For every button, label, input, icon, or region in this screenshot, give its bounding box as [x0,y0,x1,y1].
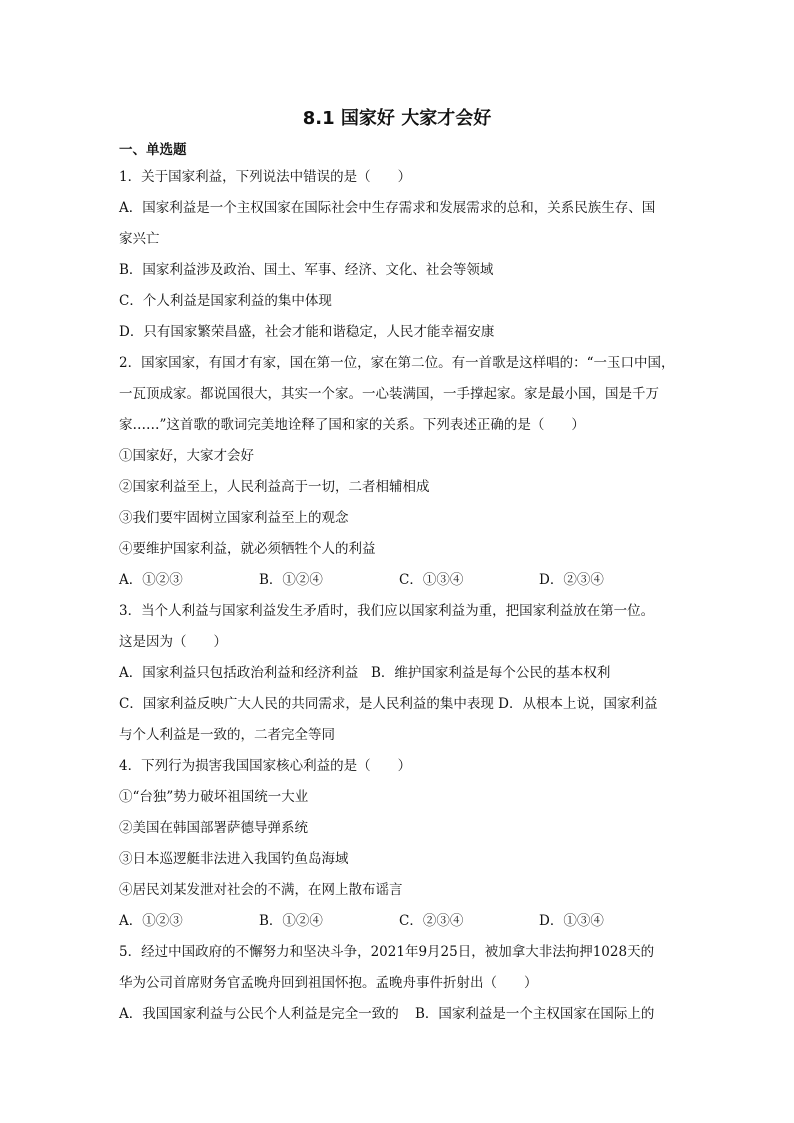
q3-options-ab [119,658,679,689]
q2-statement-4: ④要维护国家利益，就必须牺牲个人的利益 [119,541,376,557]
q4-stem: 4．下列行为损害我国国家核心利益的是（ ） [119,758,412,774]
q3-options-cd-line2: 与个人利益是一致的，二者完全等同 [119,727,335,743]
q4-options [119,906,679,937]
q2-option-a: A．①②③ [119,572,183,588]
q2-option-b: B．①②④ [259,572,323,588]
q1-option-d: D．只有国家繁荣昌盛，社会才能和谐稳定，人民才能幸福安康 [119,324,495,340]
q1-option-b: B．国家利益涉及政治、国土、军事、经济、文化、社会等领域 [119,262,494,278]
q3-stem-line1: 3．当个人利益与国家利益发生矛盾时，我们应以国家利益为重，把国家利益放在第一位。 [119,603,655,619]
q3-option-a: A．国家利益只包括政治利益和经济利益 [119,665,359,681]
q4-option-a: A．①②③ [119,913,183,929]
q2-option-d: D．②③④ [539,572,604,588]
q3-stem-line2: 这是因为（ ） [119,634,227,650]
q5-option-a: A．我国国家利益与公民个人利益是完全一致的 [119,1006,399,1022]
q4-option-b: B．①②④ [259,913,323,929]
q3-option-b: B．维护国家利益是每个公民的基本权利 [371,665,611,681]
q5-stem-line2: 华为公司首席财务官孟晚舟回到祖国怀抱。孟晚舟事件折射出（ ） [119,975,538,991]
q2-stem-line1: 2．国家国家，有国才有家，国在第一位，家在第二位。有一首歌是这样唱的：“一玉口中国， [119,355,675,371]
q2-statement-2: ②国家利益至上，人民利益高于一切，二者相辅相成 [119,479,430,495]
q2-statement-3: ③我们要牢固树立国家利益至上的观念 [119,510,349,526]
q2-option-c: C．①③④ [399,572,464,588]
q1-option-a-line2: 家兴亡 [119,231,160,247]
q4-option-c: C．②③④ [399,913,464,929]
q5-options-ab [119,999,679,1030]
q2-options [119,565,679,596]
q1-stem: 1．关于国家利益，下列说法中错误的是（ ） [119,169,412,185]
q4-option-d: D．①③④ [539,913,604,929]
q4-statement-1: ①“台独”势力破坏祖国统一大业 [119,789,309,805]
page-title: 8.1 国家好 大家才会好 [302,108,492,129]
q4-statement-4: ④居民刘某发泄对社会的不满，在网上散布谣言 [119,882,403,898]
question-list [119,162,679,1030]
q1-option-a-line1: A．国家利益是一个主权国家在国际社会中生存需求和发展需求的总和，关系民族生存、国 [119,200,656,216]
q2-statement-1: ①国家好，大家才会好 [119,448,254,464]
q2-stem-line2: 一瓦顶成家。都说国很大，其实一个家。一心装满国，一手撑起家。家是最小国，国是千万 [119,386,659,402]
q3-options-cd-line1: C．国家利益反映广大人民的共同需求，是人民利益的集中表现 D．从根本上说，国家利益 [119,696,658,712]
section-heading: 一、单选题 [119,142,187,158]
q4-statement-2: ②美国在韩国部署萨德导弹系统 [119,820,308,836]
q2-stem-line3: 家……”这首歌的歌词完美地诠释了国和家的关系。下列表述正确的是（ ） [119,417,585,433]
q5-stem-line1: 5．经过中国政府的不懈努力和坚决斗争，2021年9月25日，被加拿大非法拘押1028天的 [119,944,655,960]
q4-statement-3: ③日本巡逻艇非法进入我国钓鱼岛海域 [119,851,349,867]
q1-option-c: C．个人利益是国家利益的集中体现 [119,293,332,309]
q5-option-b: B．国家利益是一个主权国家在国际上的 [415,1006,655,1022]
